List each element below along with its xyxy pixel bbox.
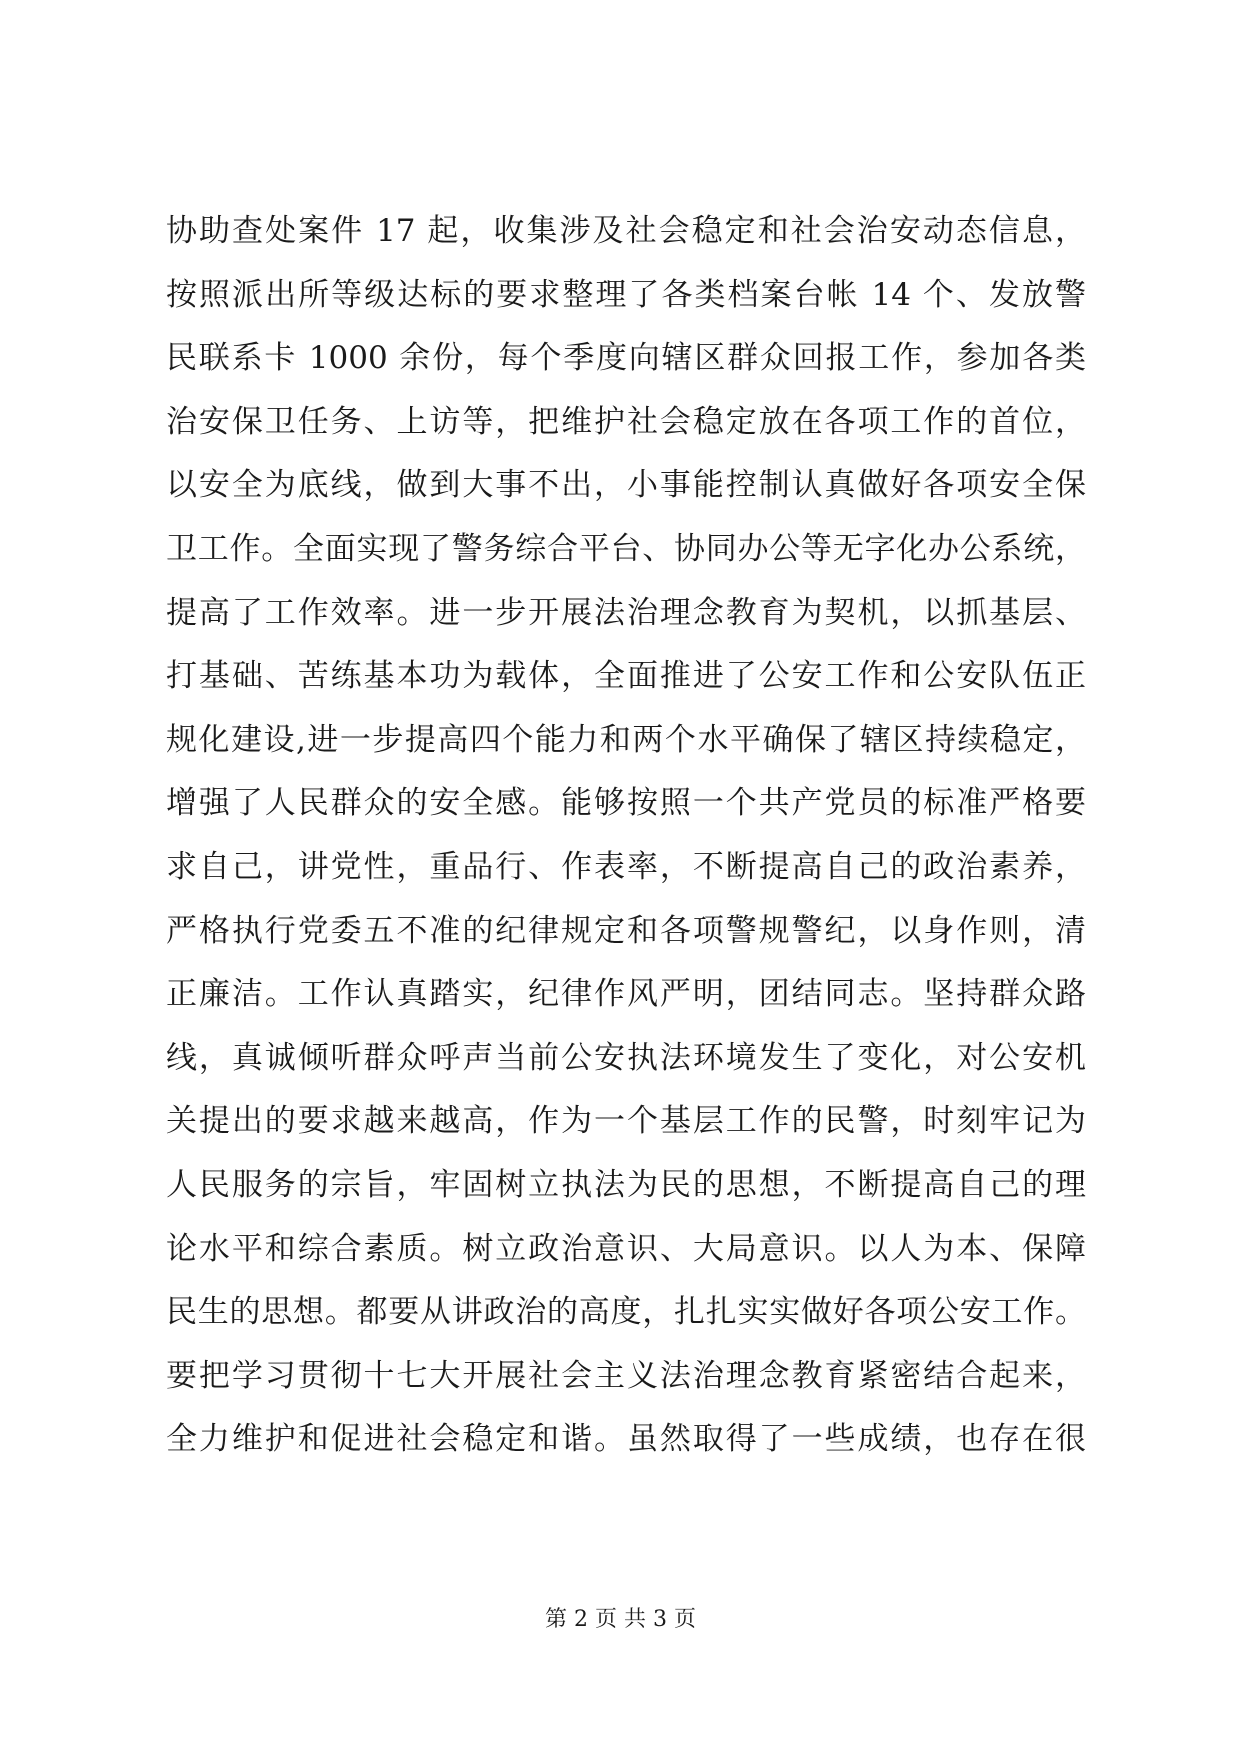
text-line: 按照派出所等级达标的要求整理了各类档案台帐 14 个、发放警: [166, 276, 1086, 313]
text-line: 打基础、苦练基本功为载体，全面推进了公安工作和公安队伍正: [166, 658, 1086, 695]
text-line: 卫工作。全面实现了警务综合平台、协同办公等无字化办公系统，: [166, 530, 1086, 567]
page-footer: [0, 1605, 1241, 1635]
text-line: 要把学习贯彻十七大开展社会主义法治理念教育紧密结合起来，: [166, 1357, 1086, 1394]
text-line: 人民服务的宗旨，牢固树立执法为民的思想，不断提高自己的理: [166, 1166, 1086, 1203]
text-line: 民生的思想。都要从讲政治的高度，扎扎实实做好各项公安工作。: [166, 1294, 1086, 1331]
body-text: [166, 200, 1086, 1472]
text-line: 线，真诚倾听群众呼声当前公安执法环境发生了变化，对公安机: [166, 1039, 1086, 1076]
text-line: 增强了人民群众的安全感。能够按照一个共产党员的标准严格要: [166, 785, 1086, 822]
text-line: 协助查处案件 17 起，收集涉及社会稳定和社会治安动态信息，: [166, 213, 1086, 249]
text-line: 规化建设,进一步提高四个能力和两个水平确保了辖区持续稳定，: [166, 721, 1086, 758]
text-line: 严格执行党委五不准的纪律规定和各项警规警纪，以身作则，清: [166, 912, 1086, 949]
page-number-indicator: 第 2 页 共 3 页: [545, 1607, 696, 1632]
text-line: 提高了工作效率。进一步开展法治理念教育为契机，以抓基层、: [166, 594, 1086, 631]
text-line: 治安保卫任务、上访等，把维护社会稳定放在各项工作的首位，: [166, 403, 1086, 440]
text-line: 正廉洁。工作认真踏实，纪律作风严明，团结同志。坚持群众路: [166, 976, 1086, 1013]
text-line: 民联系卡 1000 余份，每个季度向辖区群众回报工作，参加各类: [166, 340, 1086, 377]
text-line: 全力维护和促进社会稳定和谐。虽然取得了一些成绩，也存在很: [166, 1421, 1086, 1458]
text-line: 关提出的要求越来越高，作为一个基层工作的民警，时刻牢记为: [166, 1103, 1086, 1140]
text-line: 论水平和综合素质。树立政治意识、大局意识。以人为本、保障: [166, 1230, 1086, 1267]
text-line: 求自己，讲党性，重品行、作表率，不断提高自己的政治素养，: [166, 848, 1086, 885]
text-line: 以安全为底线，做到大事不出，小事能控制认真做好各项安全保: [166, 467, 1086, 504]
